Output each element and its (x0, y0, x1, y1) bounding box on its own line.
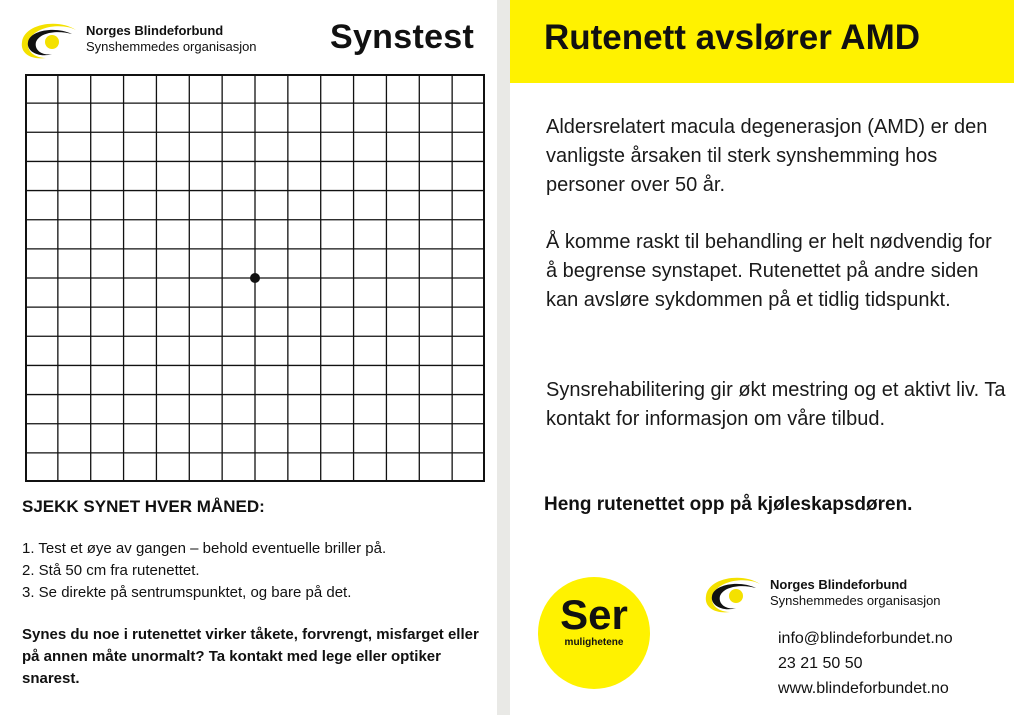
logo-org-name: Norges Blindeforbund (770, 576, 908, 592)
card-gap (497, 0, 510, 715)
warning-text: Synes du noe i rutenettet virker tåkete, forvrengt, misfarget eller på annen måte unormalt? Ta kontakt med lege eller optiker snarest. (22, 626, 479, 687)
synstest-card (0, 0, 497, 715)
logo-org-name: Norges Blindeforbund (86, 22, 224, 38)
card-title: Synstest (330, 18, 475, 56)
ser-badge (538, 577, 650, 689)
contact-email[interactable]: info@blindeforbundet.no (778, 630, 953, 647)
list-item: 2. Stå 50 cm fra rutenettet. (22, 562, 200, 579)
instruction-list (22, 538, 386, 604)
info-paragraph: Å komme raskt til behandling er helt nødvendig for å begrense synstapet. Rutenettet på andre siden kan avsløre sykdommen på et tidlig tidspunkt. (546, 231, 992, 311)
badge-main-text: Ser (560, 591, 628, 638)
logo-subtitle: Synshemmedes organisasjon (770, 593, 941, 608)
check-heading: SJEKK SYNET HVER MÅNED: (22, 497, 265, 516)
org-logo (18, 16, 257, 62)
info-paragraph: Synsrehabilitering gir økt mestring og et aktivt liv. Ta kontakt for informasjon om våre tilbud. (546, 379, 1006, 430)
contact-phone[interactable]: 23 21 50 50 (778, 655, 863, 672)
info-card (510, 0, 1024, 715)
logo-subtitle: Synshemmedes organisasjon (86, 39, 257, 54)
eye-logo-icon (18, 16, 80, 62)
eye-logo-icon (702, 570, 764, 616)
title-banner (510, 0, 1014, 83)
badge-sub-text: mulighetene (564, 637, 624, 648)
list-item: 3. Se direkte på sentrumspunktet, og bare på det. (22, 584, 352, 601)
org-logo (702, 570, 941, 616)
banner-title: Rutenett avslører AMD (544, 18, 920, 57)
contact-website[interactable]: www.blindeforbundet.no (778, 680, 949, 697)
amsler-grid (25, 74, 485, 482)
contact-info (778, 626, 953, 701)
grid-center-dot (250, 273, 260, 283)
list-item: 1. Test et øye av gangen – behold eventuelle briller på. (22, 540, 387, 557)
call-to-action: Heng rutenettet opp på kjøleskapsdøren. (544, 494, 913, 515)
info-paragraph: Aldersrelatert macula degenerasjon (AMD) er den vanligste årsaken til sterk synshemming hos personer over 50 år. (546, 116, 988, 196)
